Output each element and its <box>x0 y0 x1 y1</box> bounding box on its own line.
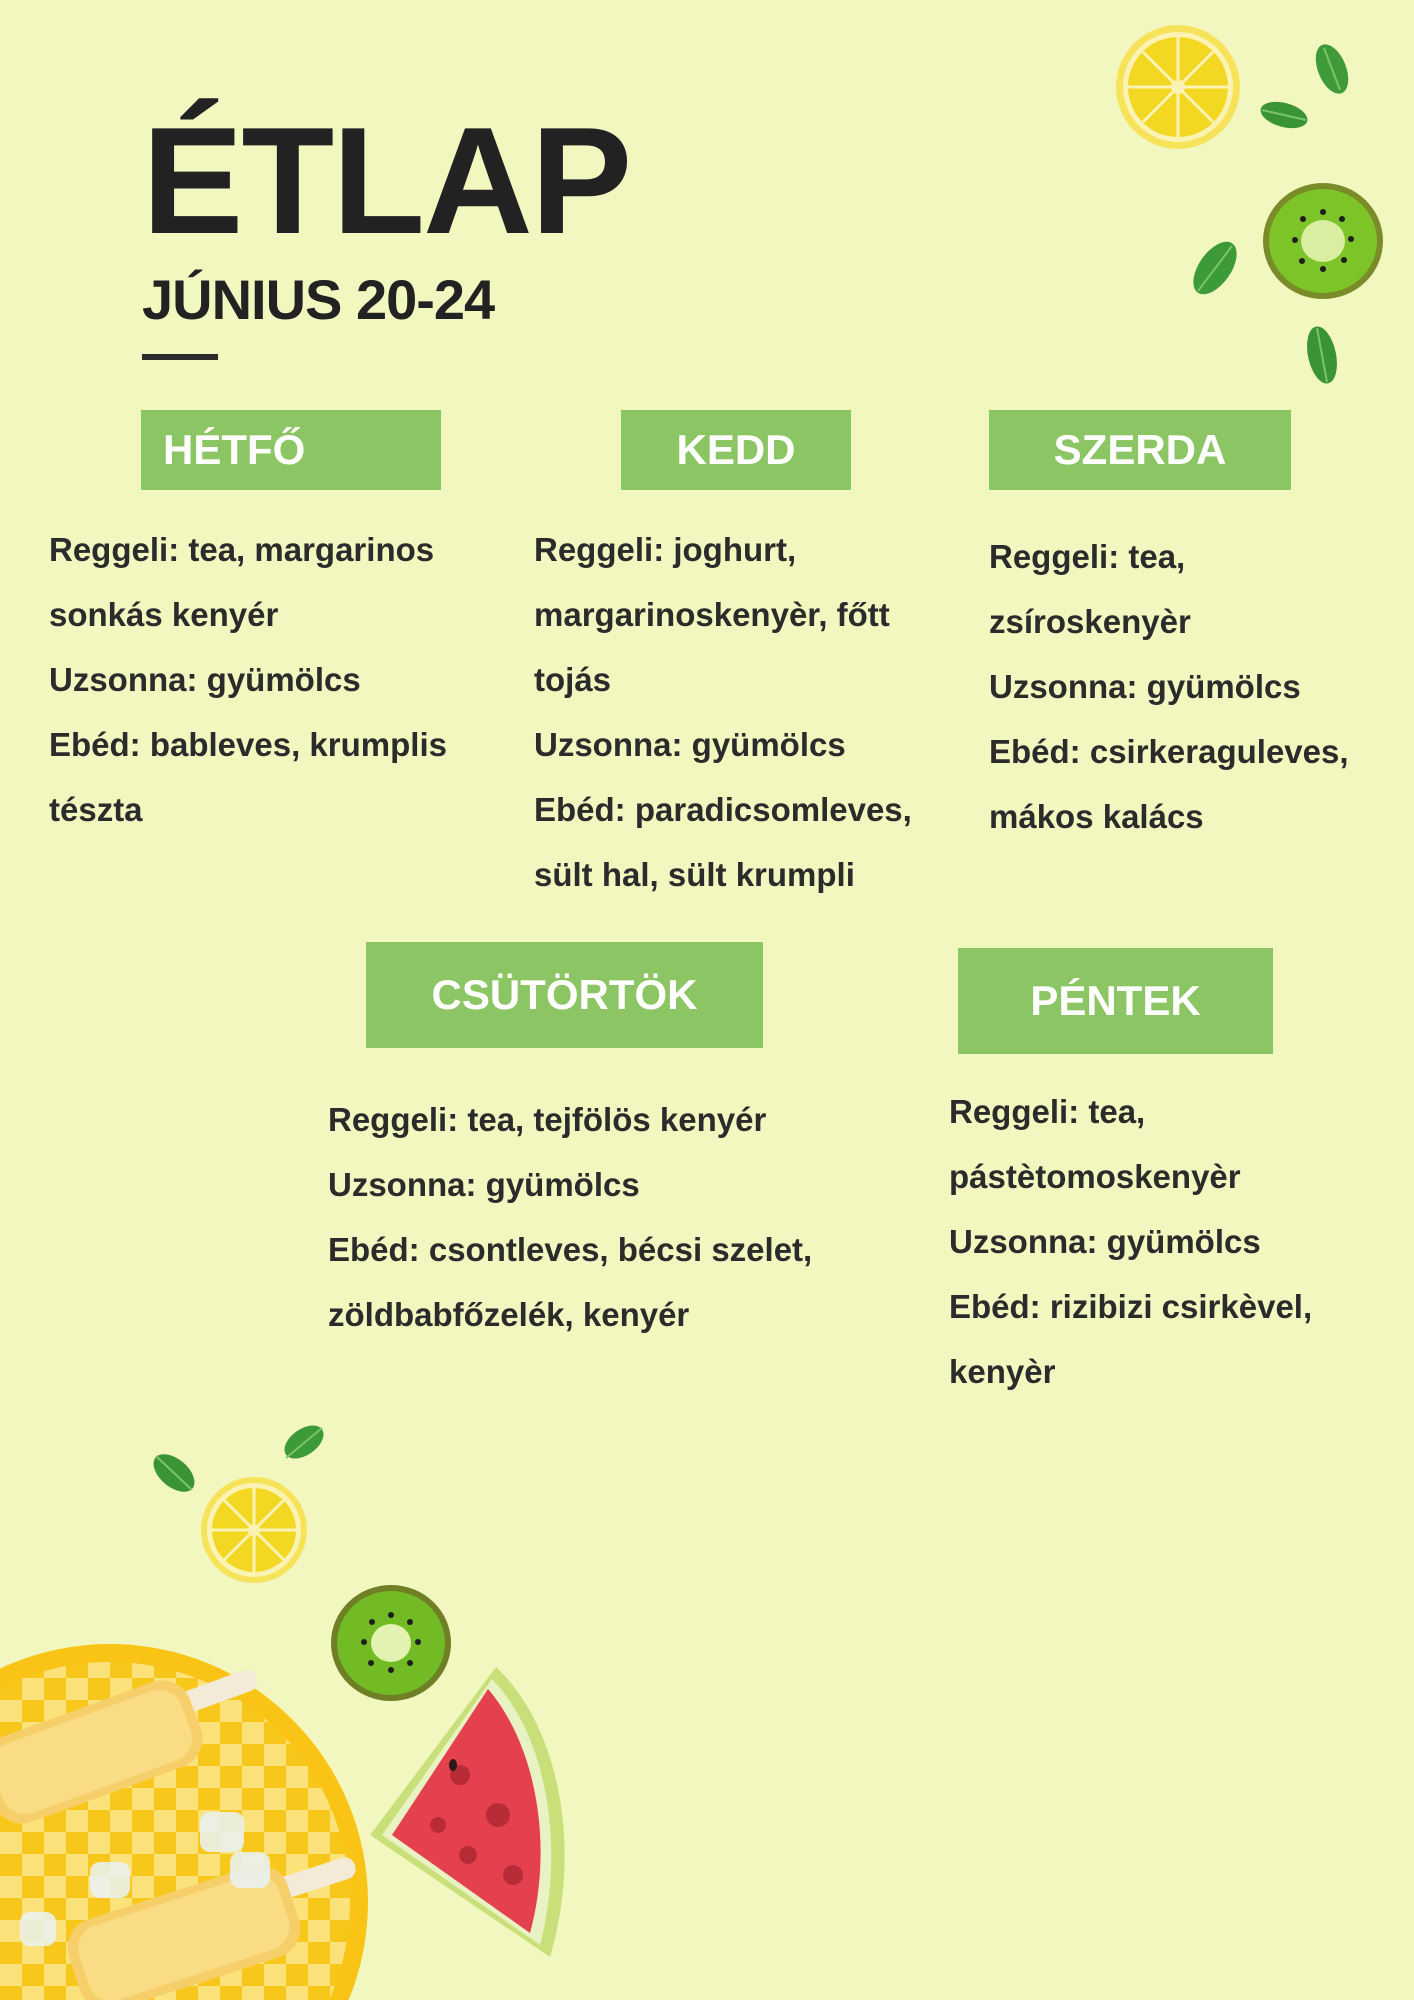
menu-line: Uzsonna: gyümölcs <box>49 661 361 698</box>
menu-line: Ebéd: csontleves, bécsi szelet, <box>328 1231 813 1268</box>
watermelon-slice-icon <box>368 1665 588 1960</box>
day-name: KEDD <box>676 426 796 473</box>
kiwi-slice-icon <box>1262 182 1384 300</box>
menu-line: zsíroskenyèr <box>989 603 1191 640</box>
menu-line: zöldbabfőzelék, kenyér <box>328 1296 690 1333</box>
menu-line: kenyèr <box>949 1353 1056 1390</box>
menu-line: Uzsonna: gyümölcs <box>949 1223 1261 1260</box>
menu-line: Reggeli: joghurt, <box>534 531 797 568</box>
mint-leaf-icon <box>280 1420 328 1464</box>
menu-line: sült hal, sült krumpli <box>534 856 855 893</box>
menu-line: mákos kalács <box>989 798 1204 835</box>
menu-line: tészta <box>49 791 143 828</box>
page-title: ÉTLAP <box>142 96 631 266</box>
menu-line: Ebéd: paradicsomleves, <box>534 791 912 828</box>
page-subtitle: JÚNIUS 20-24 <box>142 268 495 331</box>
menu-tuesday <box>534 517 912 907</box>
day-name: HÉTFŐ <box>163 426 306 473</box>
menu-line: Ebéd: rizibizi csirkèvel, <box>949 1288 1313 1325</box>
menu-line: sonkás kenyér <box>49 596 279 633</box>
lemon-slice-icon <box>1115 24 1241 150</box>
title-underline <box>142 354 218 360</box>
menu-monday <box>49 517 447 842</box>
lemon-slice-icon <box>200 1476 308 1584</box>
day-name: SZERDA <box>1053 426 1227 473</box>
menu-line: tojás <box>534 661 612 698</box>
menu-line: pástètomoskenyèr <box>949 1158 1241 1195</box>
day-name: CSÜTÖRTÖK <box>431 971 698 1018</box>
menu-friday <box>949 1079 1312 1404</box>
menu-line: Reggeli: tea, tejfölös kenyér <box>328 1101 767 1138</box>
day-header-monday <box>141 410 441 490</box>
menu-line: margarinoskenyèr, főtt <box>534 596 890 633</box>
menu-line: Reggeli: tea, <box>949 1093 1146 1130</box>
mint-leaf-icon <box>1188 236 1242 300</box>
menu-wednesday <box>989 524 1349 849</box>
menu-line: Uzsonna: gyümölcs <box>989 668 1301 705</box>
popsicle-plate-icon <box>0 1612 370 2000</box>
mint-leaf-icon <box>1258 96 1310 134</box>
mint-leaf-icon <box>1302 322 1342 388</box>
day-header-friday <box>958 948 1273 1054</box>
mint-leaf-icon <box>1312 40 1352 98</box>
menu-line: Ebéd: csirkeraguleves, <box>989 733 1349 770</box>
day-name: PÉNTEK <box>1030 977 1201 1024</box>
menu-line: Uzsonna: gyümölcs <box>328 1166 640 1203</box>
mint-leaf-icon <box>148 1448 200 1498</box>
menu-line: Reggeli: tea, <box>989 538 1186 575</box>
day-header-wednesday <box>989 410 1291 490</box>
day-header-tuesday <box>621 410 851 490</box>
menu-line: Reggeli: tea, margarinos <box>49 531 435 568</box>
menu-line: Ebéd: bableves, krumplis <box>49 726 447 763</box>
menu-line: Uzsonna: gyümölcs <box>534 726 846 763</box>
menu-thursday <box>328 1087 812 1347</box>
day-header-thursday <box>366 942 763 1048</box>
